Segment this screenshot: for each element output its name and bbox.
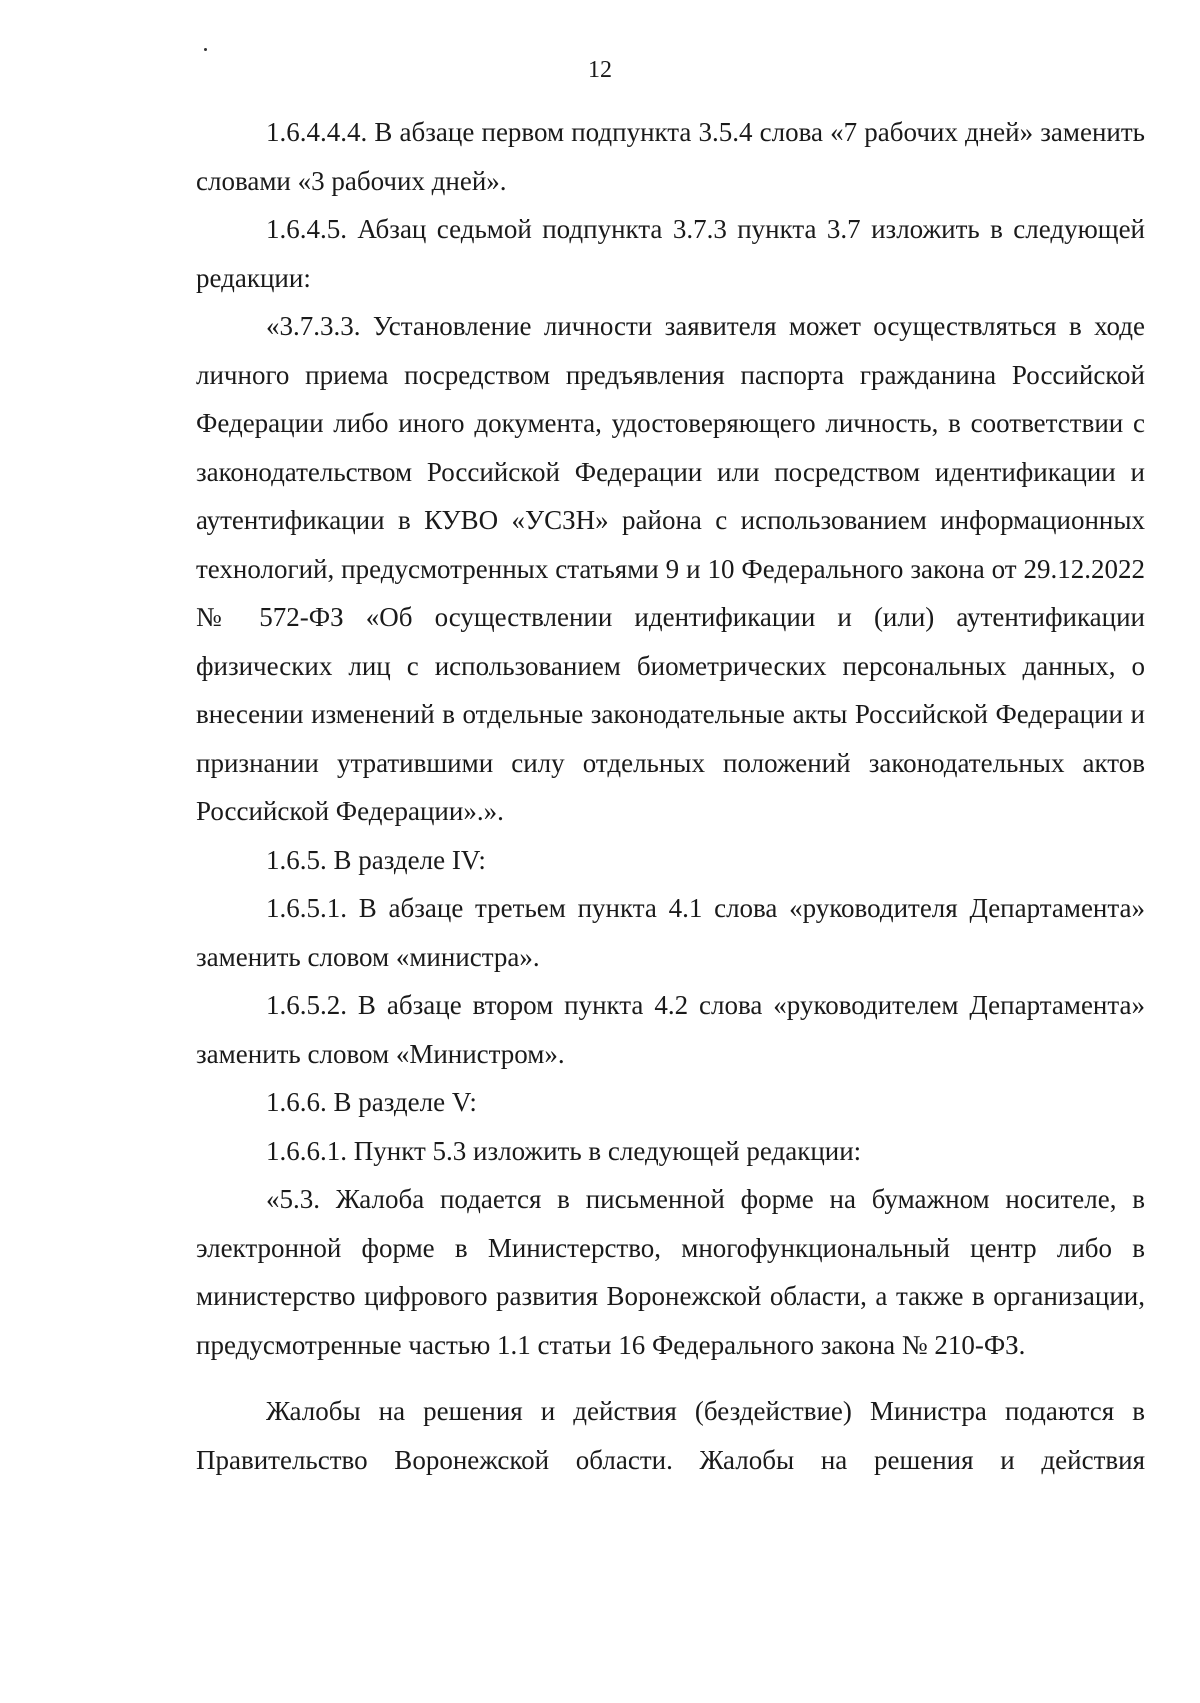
- paragraph-1-6-5-2: 1.6.5.2. В абзаце втором пункта 4.2 слова «руководителем Департамента» заменить словом «Министром».: [196, 990, 1145, 1069]
- paragraph-1-6-4-4-4: 1.6.4.4.4. В абзаце первом подпункта 3.5.4 слова «7 рабочих дней» заменить словами «3 рабочих дней».: [196, 117, 1145, 196]
- paragraph-1-6-6: 1.6.6. В разделе V:: [266, 1087, 477, 1117]
- paragraph-1-6-5-1: 1.6.5.1. В абзаце третьем пункта 4.1 слова «руководителя Департамента» заменить словом «министра».: [196, 893, 1145, 972]
- paragraph-1-6-5: 1.6.5. В разделе IV:: [266, 844, 486, 875]
- paragraph-complaints-continued: Жалобы на решения и действия (бездействие) Министра подаются в Правительство Воронежской области. Жалобы на решения и действия: [196, 1396, 1145, 1475]
- page-number: 12: [588, 57, 612, 83]
- paragraph-1-6-4-5: 1.6.4.5. Абзац седьмой подпункта 3.7.3 пункта 3.7 изложить в следующей редакции:: [196, 214, 1145, 293]
- paragraph-3-7-3-3-quote: «3.7.3.3. Установление личности заявителя может осуществляться в ходе личного приема посредством предъявления паспорта гражданина Российской Федерации либо иного документа, удостоверяющего личность, в соответствии с законодательством Российской Федерации или посредством идентификации и аутентификации в КУВО «УСЗН» района с использованием информационных технологий, предусмотренных статьями 9 и 10 Федерального закона от 29.12.2022 № 572-ФЗ «Об осуществлении идентификации и (или) аутентификации физических лиц с использованием биометрических персональных данных, о внесении изменений в отдельные законодательные акты Российской Федерации и признании утратившими силу отдельных положений законодательных актов Российской Федерации».».: [196, 311, 1145, 826]
- paragraph-1-6-6-1: 1.6.6.1. Пункт 5.3 изложить в следующей редакции:: [266, 1135, 862, 1166]
- document-body: [196, 108, 1145, 1484]
- paragraph-5-3-quote: «5.3. Жалоба подается в письменной форме на бумажном носителе, в электронной форме в Министерство, многофункциональный центр либо в министерство цифрового развития Воронежской области, а также в организации, предусмотренные частью 1.1 статьи 16 Федерального закона № 210-ФЗ.: [196, 1184, 1145, 1360]
- scan-speck: [204, 48, 207, 51]
